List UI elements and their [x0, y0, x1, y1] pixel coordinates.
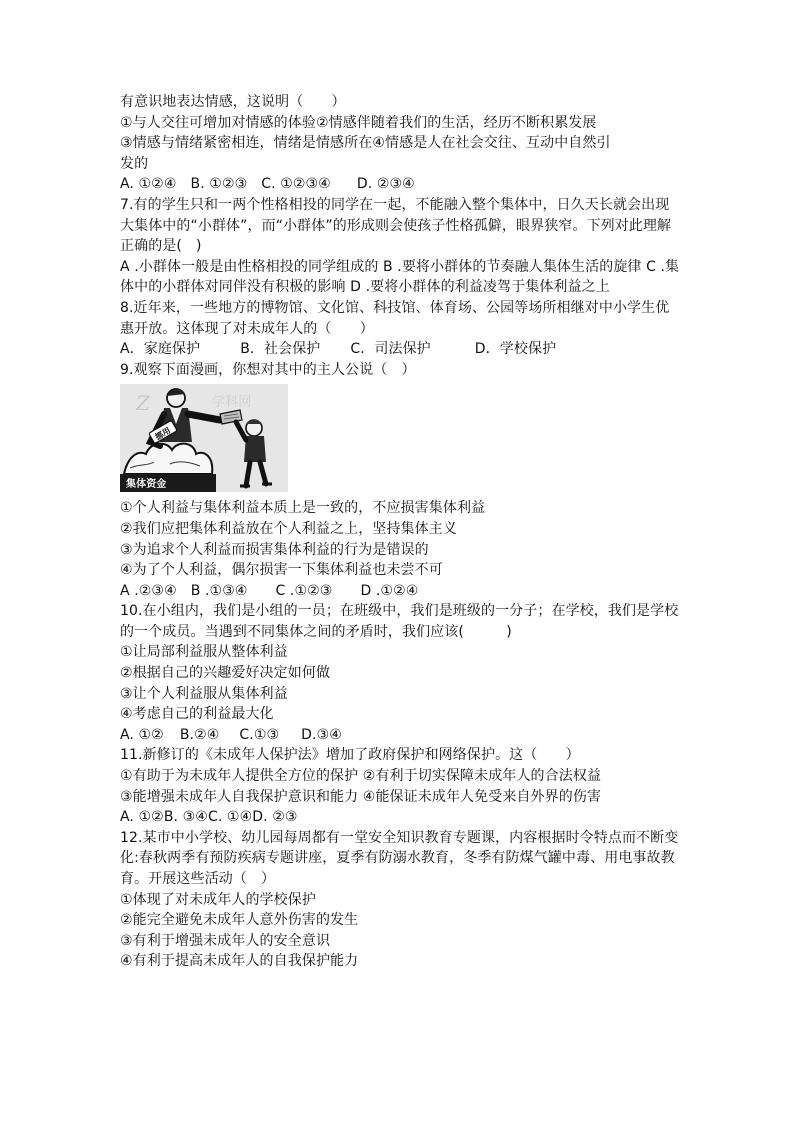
q9-option-a[interactable]: A .②③④	[120, 582, 177, 599]
q9-item-2: ②我们应把集体利益放在个人利益之上，坚持集体主义	[120, 520, 457, 537]
q8-option-c[interactable]: C．司法保护	[350, 341, 431, 358]
q12-item-4: ④有利于提高未成年人的自我保护能力	[120, 953, 359, 970]
q10-option-d[interactable]: D.③④	[301, 726, 342, 743]
q6-option-c[interactable]: C. ①②③④	[261, 176, 331, 193]
q10-item-4: ④考虑自己的利益最大化	[120, 706, 274, 723]
q6-stem-tail: 有意识地表达情感，这说明（ ）	[120, 94, 346, 110]
q9-options	[120, 581, 680, 602]
q8-option-d[interactable]: D．学校保护	[474, 341, 557, 358]
q10-option-b[interactable]: B.②④	[179, 726, 220, 743]
q8-option-b[interactable]: B．社会保护	[240, 341, 321, 358]
cartoon-arm-label: 挪用	[153, 426, 173, 443]
cartoon-image	[120, 384, 288, 492]
svg-text:Z: Z	[136, 391, 150, 416]
q12-stem: 12.某市中小学校、幼儿园每周都有一堂安全知识教育专题课，内容根据时令特点而不断变化:春秋两季有预防疾病专题讲座，夏季有防溺水教育，冬季有防煤气罐中毒、用电事故教育。开展这些活动（ ）	[120, 829, 679, 887]
q9-option-d[interactable]: D .①②④	[360, 582, 419, 599]
q12-item-1: ①体现了对未成年人的学校保护	[120, 891, 316, 908]
q12-item-3: ③有利于增强未成年人的安全意识	[120, 932, 331, 949]
q11-statements-1-2: ①有助于为未成年人提供全方位的保护 ②有利于切实保障未成年人的合法权益	[120, 768, 602, 785]
q7-stem: 7.有的学生只和一两个性格相投的同学在一起，不能融入整个集体中，日久天长就会出现大集体中的“小群体”，而“小群体”的形成则会使孩子性格孤僻，眼界狭窄。下列对此理解正确的是( )	[120, 196, 672, 255]
q12-item-2: ②能完全避免未成年人意外伤害的发生	[120, 912, 359, 929]
q6-option-a[interactable]: A. ①②④	[120, 176, 177, 193]
cartoon-watermark: 学科网	[212, 395, 252, 411]
q9-stem: 9.观察下面漫画，你想对其中的主人公说（ ）	[120, 361, 416, 378]
q6-option-d[interactable]: D. ②③④	[356, 176, 415, 193]
q8-option-a[interactable]: A．家庭保护	[120, 341, 201, 358]
q10-stem: 10.在小组内，我们是小组的一员；在班级中，我们是班级的一分子；在学校，我们是学校的一个成员。当遇到不同集体之间的矛盾时，我们应该( )	[120, 603, 679, 640]
q6-statement-4-tail: 发的	[120, 155, 149, 172]
q8-options	[120, 339, 680, 360]
exam-page	[120, 92, 680, 972]
q9-option-b[interactable]: B .①③④	[190, 582, 248, 599]
q8-stem: 8.近年来，一些地方的博物馆、文化馆、科技馆、体育场、公园等场所相继对中小学生优惠开放。这体现了对未成年人的（ ）	[120, 299, 670, 337]
q11-options: A. ①②B. ③④C. ①④D. ②③	[120, 809, 298, 826]
q10-item-1: ①让局部利益服从整体利益	[120, 644, 288, 661]
q10-option-a[interactable]: A. ①②	[120, 726, 164, 743]
q6-options	[120, 174, 680, 195]
q9-option-c[interactable]: C .①②③	[275, 582, 333, 599]
q10-item-3: ③让个人利益服从集体利益	[120, 685, 288, 702]
q11-statements-3-4: ③能增强未成年人自我保护意识和能力 ④能保证未成年人免受来自外界的伤害	[120, 788, 602, 805]
cartoon-sign-label: 集体资金	[126, 479, 167, 491]
q9-item-4: ④为了个人利益，偶尔损害一下集体利益也未尝不可	[120, 562, 443, 579]
q7-options: A .小群体一般是由性格相投的同学组成的 B .要将小群体的节奏融人集体生活的旋律 C .集体中的小群体对同伴没有积极的影响 D .要将小群体的利益凌驾于集体利益之上	[120, 258, 680, 296]
q6-option-b[interactable]: B. ①②③	[190, 176, 248, 193]
q11-stem: 11.新修订的《未成年人保护法》增加了政府保护和网络保护。这（ ）	[120, 747, 580, 764]
q10-options	[120, 725, 680, 746]
q6-statement-1-2: ①与人交往可增加对情感的体验②情感伴随着我们的生活，经历不断积累发展	[120, 114, 597, 131]
q10-item-2: ②根据自己的兴趣爱好决定如何做	[120, 665, 331, 682]
q10-option-c[interactable]: C.①③	[239, 726, 280, 743]
q9-item-1: ①个人利益与集体利益本质上是一致的，不应损害集体利益	[120, 500, 486, 517]
q9-item-3: ③为追求个人利益而损害集体利益的行为是错误的	[120, 541, 429, 558]
q6-statement-3-4: ③情感与情绪紧密相连，情绪是情感所在④情感是人在社会交往、互动中自然引	[120, 135, 611, 152]
